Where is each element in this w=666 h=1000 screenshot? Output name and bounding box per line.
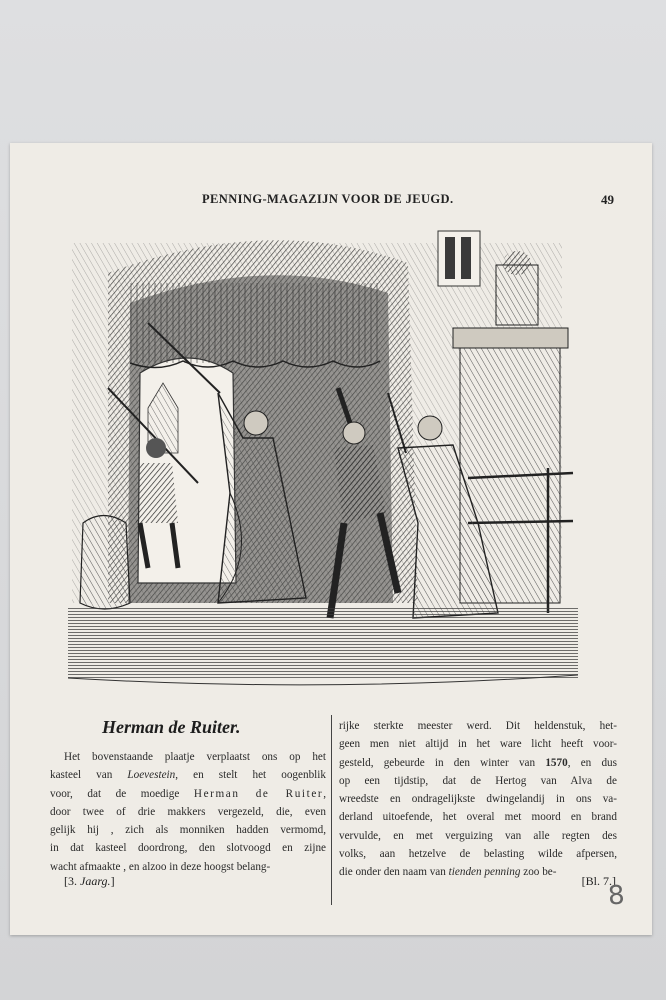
text-line: door twee of drie makkers vergezeld, die, even xyxy=(50,805,326,818)
text-line: derland uitoefende, het overal met moord en brand xyxy=(339,811,617,824)
text-line: volks, aan hetzelve de belasting wilde afpersen, xyxy=(339,848,617,861)
page-number: 49 xyxy=(601,192,614,207)
portcullis-curtain xyxy=(130,283,380,368)
text-line: wreedste en ondragelijkste dwingelandij in ons va- xyxy=(339,793,617,806)
stone-floor xyxy=(68,608,578,685)
text-line: in dat kasteel doordrong, den slotvoogd en zijne xyxy=(50,842,326,855)
text-line: geen men niet altijd in het ware licht heeft voor- xyxy=(339,738,617,751)
text-line: gelijk hij , zich als monniken hadden vermomd, xyxy=(50,824,326,837)
text-line: gesteld, gebeurde in den winter van 1570, en dus xyxy=(339,756,617,769)
column-divider xyxy=(331,715,332,905)
signature-mark-right: [Bl. 7.] xyxy=(581,874,616,888)
signature-mark-left: [3. Jaarg.] xyxy=(64,874,115,888)
text-column-left xyxy=(50,748,326,876)
text-line: op een tijdstip, dat de Hertog van Alva de xyxy=(339,774,617,787)
printed-page xyxy=(10,143,652,935)
text-line: Het bovenstaande plaatje verplaatst ons op het xyxy=(64,751,326,763)
article-title: Herman de Ruiter. xyxy=(102,717,241,737)
text-line: kasteel van Loevestein, en stelt het oogenblik xyxy=(50,769,326,782)
pencil-annotation: 8 xyxy=(606,880,626,912)
window xyxy=(438,231,480,286)
running-title: PENNING-MAGAZIJN VOOR DE JEUGD. xyxy=(202,192,454,206)
barrel xyxy=(80,516,130,610)
text-line: wacht afmaakte , en alzoo in deze hoogst belang- xyxy=(50,860,271,873)
text-column-right xyxy=(339,717,617,882)
text-line: vervulde, en met verguizing van alle regten des xyxy=(339,829,617,842)
text-line: voor, dat de moedige Herman de Ruiter, xyxy=(50,787,327,800)
text-line: die onder den naam van tienden penning zoo be- xyxy=(339,866,557,879)
engraving-illustration xyxy=(68,223,578,701)
text-line: rijke sterkte meester werd. Dit heldenstuk, het- xyxy=(339,720,617,732)
